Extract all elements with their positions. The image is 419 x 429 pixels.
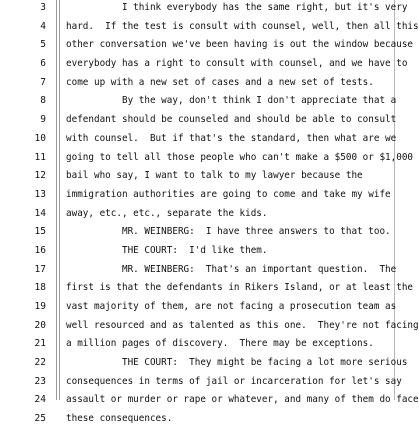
line-number: 24 xyxy=(34,394,46,406)
line-text: I think everybody has the same right, but it's very xyxy=(66,2,408,13)
transcript-line xyxy=(0,316,419,335)
transcript-line xyxy=(0,129,400,148)
line-text: MR. WEINBERG: I have three answers to that too. xyxy=(66,226,391,238)
transcript-line xyxy=(0,148,414,167)
line-text: THE COURT: They might be facing a lot more serious xyxy=(66,357,408,369)
line-text: bail who say, I want to talk to my lawyer because the xyxy=(66,170,363,182)
line-number: 17 xyxy=(34,263,46,275)
line-number: 14 xyxy=(34,207,46,219)
line-text: defendant should be counseled and should be able to consult xyxy=(66,114,397,126)
line-number: 4 xyxy=(40,20,46,32)
line-number: 16 xyxy=(34,244,46,256)
line-number: 21 xyxy=(34,338,46,350)
line-text: immigration authorities are going to come and take my wife xyxy=(66,188,391,200)
transcript-line xyxy=(0,91,400,110)
line-number: 12 xyxy=(34,170,46,182)
line-text: away, etc., etc., separate the kids. xyxy=(66,207,268,219)
line-number: 25 xyxy=(34,413,46,425)
line-text: consequences in terms of jail or incarceration for let's say xyxy=(66,375,402,387)
transcript-line xyxy=(0,185,400,204)
transcript-line xyxy=(0,17,419,36)
line-number: 6 xyxy=(40,58,46,70)
transcript-line xyxy=(0,334,400,353)
transcript-line xyxy=(0,204,400,223)
line-text: vast majority of them, are not facing a prosecution team as xyxy=(66,301,397,312)
transcript-line xyxy=(0,297,400,316)
line-text: MR. WEINBERG: That's an important question. The xyxy=(66,263,397,275)
line-text: hard. If the test is consult with counsel, well, then all this xyxy=(66,20,419,32)
transcript-line xyxy=(0,0,408,17)
transcript-line xyxy=(0,409,400,428)
line-number: 10 xyxy=(34,132,46,144)
transcript-line xyxy=(0,222,400,241)
line-text: a million pages of discovery. There may be exceptions. xyxy=(66,338,374,350)
transcript-line xyxy=(0,390,419,409)
line-number: 18 xyxy=(34,282,46,294)
transcript-line xyxy=(0,241,400,260)
line-number: 22 xyxy=(34,357,46,369)
line-text: first is that the defendants in Rikers Island, or at least the xyxy=(66,282,414,294)
line-number: 8 xyxy=(40,95,46,107)
line-text: everybody has a right to consult with counsel, and we have to xyxy=(66,58,408,70)
line-text: come up with a new set of cases and a new set of tests. xyxy=(66,76,374,88)
transcript-line xyxy=(0,110,400,129)
line-text: these consequences. xyxy=(66,413,173,425)
line-number: 15 xyxy=(34,226,46,238)
line-text: well resourced and as talented as this one. They're not facing xyxy=(66,319,419,331)
transcript-line xyxy=(0,278,414,297)
transcript-line xyxy=(0,166,400,185)
transcript-line xyxy=(0,73,400,92)
line-text: other conversation we've been having is out the window because xyxy=(66,39,414,51)
line-number: 23 xyxy=(34,375,46,387)
transcript-line xyxy=(0,54,408,73)
line-number: 9 xyxy=(40,114,46,126)
line-number: 13 xyxy=(34,188,46,200)
line-number: 20 xyxy=(34,319,46,331)
transcript-line xyxy=(0,372,400,391)
line-number: 3 xyxy=(40,2,46,13)
transcript-line xyxy=(0,260,400,279)
line-text: THE COURT: I'd like them. xyxy=(66,244,268,256)
line-text: assault or murder or rape or whatever, and many of them do face xyxy=(66,394,419,406)
line-number: 5 xyxy=(40,39,46,51)
line-text: going to tell all those people who can't make a $500 or $1,000 xyxy=(66,151,414,163)
line-number: 19 xyxy=(34,301,46,312)
transcript-line xyxy=(0,35,414,54)
line-text: By the way, don't think I don't appreciate that a xyxy=(66,95,397,107)
line-number: 7 xyxy=(40,76,46,88)
line-text: with counsel. But if that's the standard, then what are we xyxy=(66,132,397,144)
line-number: 11 xyxy=(34,151,46,163)
transcript-line xyxy=(0,353,408,372)
